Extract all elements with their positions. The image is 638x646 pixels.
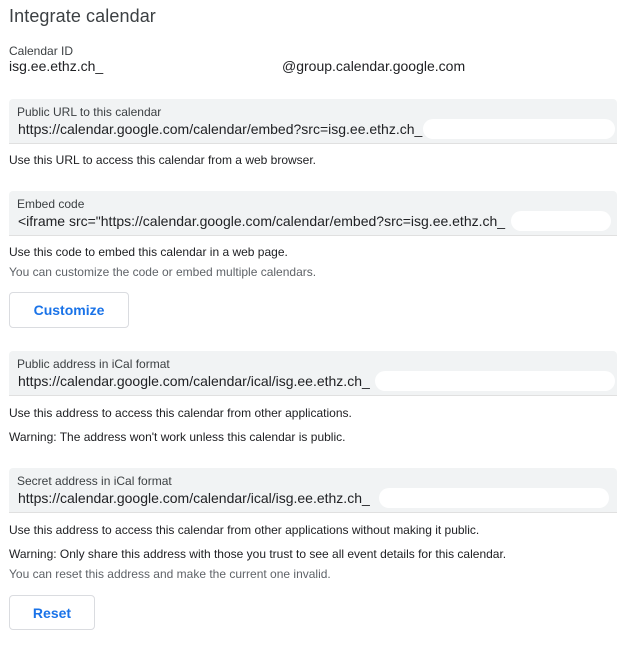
ical-public-warning: Warning: The address won't work unless this calendar is public.	[9, 430, 346, 444]
calendar-id-prefix: isg.ee.ethz.ch_	[9, 58, 104, 74]
embed-code-help: Use this code to embed this calendar in a web page.	[9, 245, 288, 259]
customize-button[interactable]: Customize	[9, 292, 129, 328]
redacted-region	[379, 488, 609, 508]
ical-reset-note: You can reset this address and make the current one invalid.	[9, 567, 331, 581]
ical-secret-field[interactable]	[9, 468, 617, 513]
ical-secret-warning: Warning: Only share this address with those you trust to see all event details for this calendar.	[9, 547, 507, 561]
public-url-field[interactable]	[9, 99, 617, 144]
ical-public-label: Public address in iCal format	[17, 357, 170, 371]
embed-code-label: Embed code	[17, 197, 85, 211]
public-url-help: Use this URL to access this calendar from a web browser.	[9, 153, 317, 167]
ical-secret-value[interactable]: https://calendar.google.com/calendar/ical/isg.ee.ethz.ch_	[18, 490, 370, 506]
redacted-region	[511, 211, 611, 231]
ical-public-field[interactable]	[9, 351, 617, 396]
ical-secret-label: Secret address in iCal format	[17, 474, 172, 488]
embed-code-value[interactable]: <iframe src="https://calendar.google.com/calendar/embed?src=isg.ee.ethz.ch_	[18, 213, 506, 229]
redacted-region	[423, 119, 615, 139]
calendar-id-suffix: @group.calendar.google.com	[282, 58, 466, 74]
ical-public-help: Use this address to access this calendar from other applications.	[9, 406, 352, 420]
reset-button[interactable]: Reset	[9, 595, 95, 630]
embed-customize-note: You can customize the code or embed multiple calendars.	[9, 265, 317, 279]
embed-code-field[interactable]	[9, 191, 617, 236]
ical-secret-help: Use this address to access this calendar from other applications without making it public.	[9, 523, 480, 537]
ical-public-value[interactable]: https://calendar.google.com/calendar/ical/isg.ee.ethz.ch_	[18, 373, 370, 389]
page-title: Integrate calendar	[9, 6, 156, 26]
redacted-region	[375, 371, 615, 391]
calendar-id-label: Calendar ID	[9, 44, 74, 58]
public-url-label: Public URL to this calendar	[17, 105, 162, 119]
public-url-value[interactable]: https://calendar.google.com/calendar/embed?src=isg.ee.ethz.ch_	[18, 121, 423, 137]
